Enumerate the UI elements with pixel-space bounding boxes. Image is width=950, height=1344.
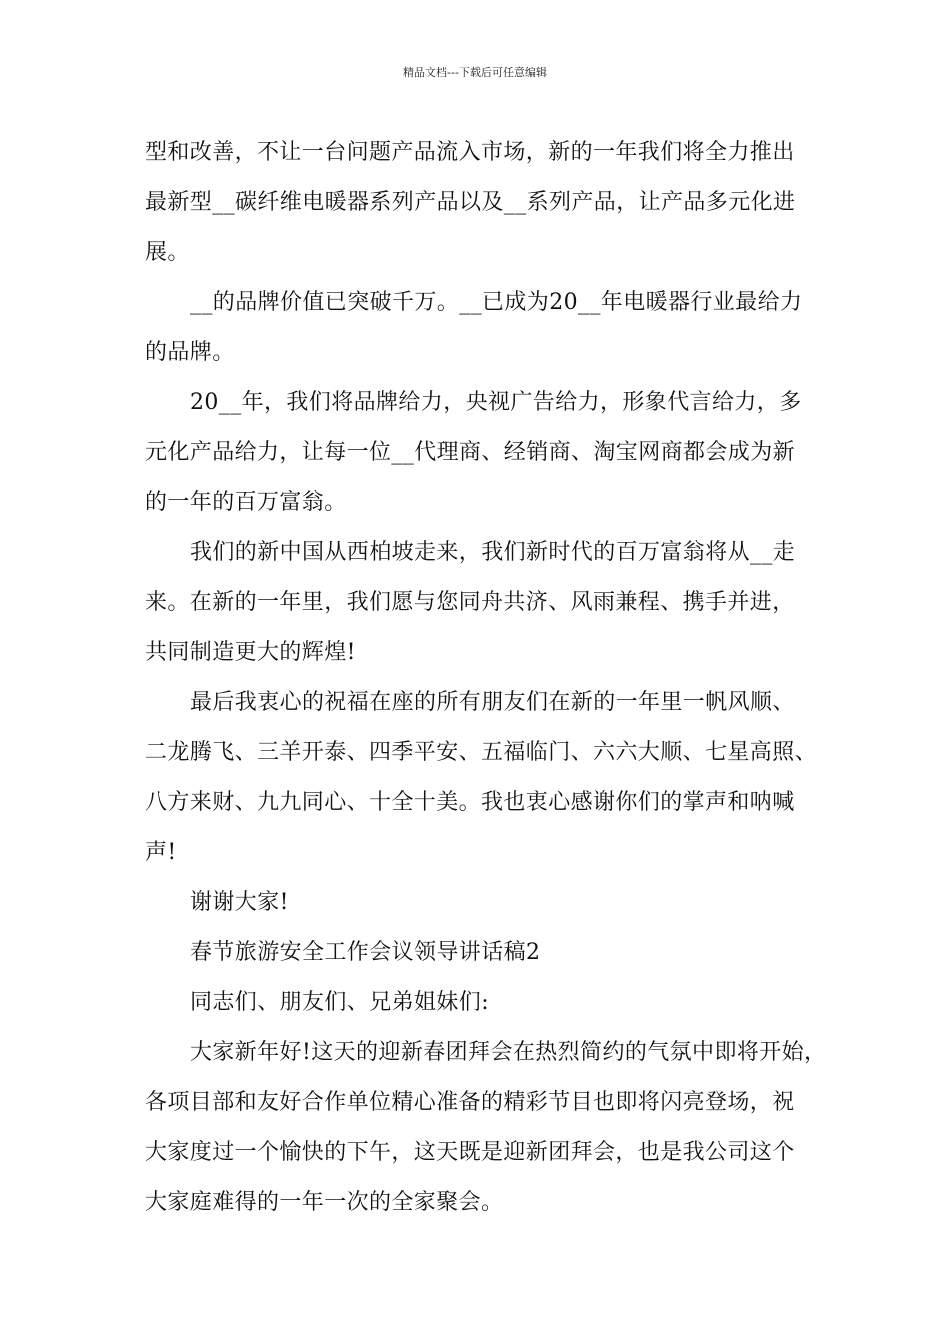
- body-line: 型和改善，不让一台问题产品流入市场，新的一年我们将全力推出: [145, 140, 795, 165]
- document-body: [145, 128, 835, 1228]
- paragraph-start-line: __的品牌价值已突破千万。__已成为20__年电暖器行业最给力: [190, 290, 803, 315]
- paragraph-start-line: 大家新年好!这天的迎新春团拜会在热烈简约的气氛中即将开始，: [190, 1040, 827, 1065]
- body-line: 来。在新的一年里，我们愿与您同舟共济、风雨兼程、携手并进，: [145, 590, 795, 615]
- section-title: 春节旅游安全工作会议领导讲话稿2: [190, 940, 541, 965]
- body-line: 八方来财、九九同心、十全十美。我也衷心感谢你们的掌声和呐喊: [145, 790, 795, 815]
- body-line: 声!: [145, 840, 177, 865]
- body-line: 各项目部和友好合作单位精心准备的精彩节目也即将闪亮登场，祝: [145, 1090, 795, 1115]
- body-line: 元化产品给力，让每一位__代理商、经销商、淘宝网商都会成为新: [145, 440, 796, 465]
- body-line: 最新型__碳纤维电暖器系列产品以及__系列产品，让产品多元化进: [145, 190, 796, 215]
- body-line: 二龙腾飞、三羊开泰、四季平安、五福临门、六六大顺、七星高照、: [145, 740, 818, 765]
- body-line: 共同制造更大的辉煌!: [145, 640, 356, 665]
- salutation-line: 同志们、朋友们、兄弟姐妹们:: [190, 990, 490, 1015]
- page-header: 精品文档---下载后可任意编辑: [403, 66, 547, 79]
- body-line: 大家庭难得的一年一次的全家聚会。: [145, 1190, 504, 1215]
- paragraph-start-line: 20__年，我们将品牌给力，央视广告给力，形象代言给力，多: [190, 390, 802, 415]
- body-line: 大家度过一个愉快的下午，这天既是迎新团拜会，也是我公司这个: [145, 1140, 795, 1165]
- paragraph-start-line: 最后我衷心的祝福在座的所有朋友们在新的一年里一帆风顺、: [190, 690, 795, 715]
- body-line: 的品牌。: [145, 340, 235, 365]
- body-line: 展。: [145, 240, 190, 265]
- paragraph-start-line: 谢谢大家!: [190, 890, 289, 915]
- body-line: 的一年的百万富翁。: [145, 490, 347, 515]
- paragraph-start-line: 我们的新中国从西柏坡走来，我们新时代的百万富翁将从__走: [190, 540, 796, 565]
